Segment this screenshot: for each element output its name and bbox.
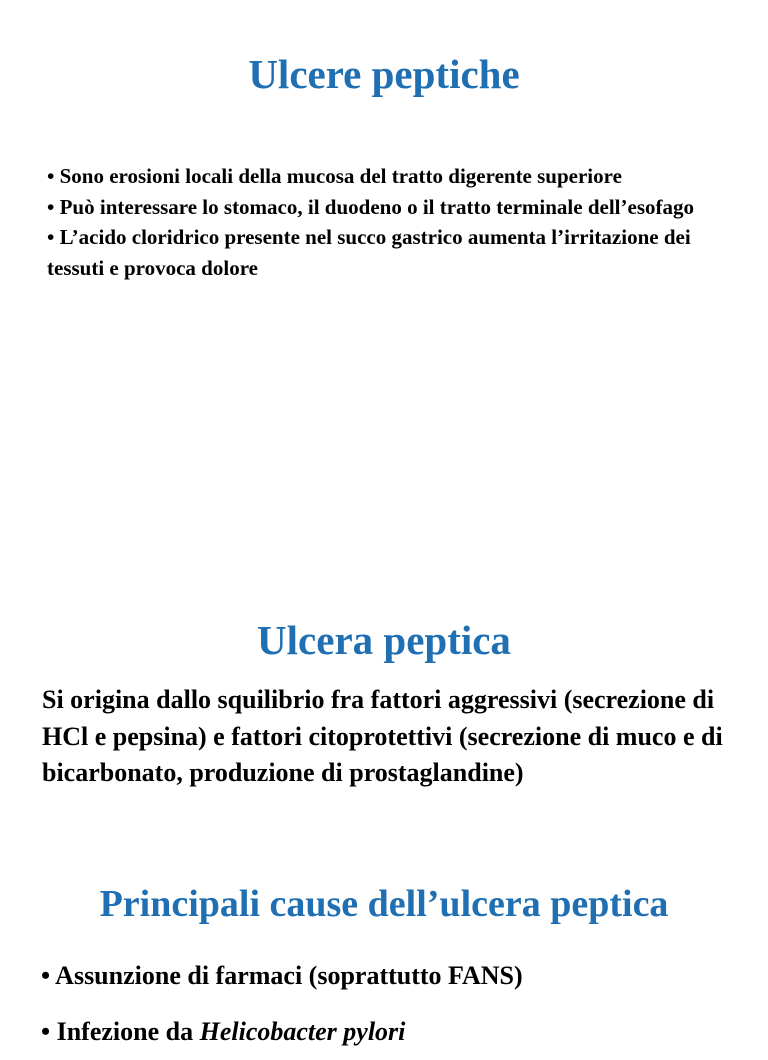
slide-title: Ulcera peptica: [257, 617, 511, 663]
bullet-prefix: • Infezione da: [41, 1017, 200, 1046]
bullet-list: [41, 948, 741, 1060]
bullet-item: • Può interessare lo stomaco, il duodeno o il tratto terminale dell’esofago: [47, 194, 694, 219]
organism-name: Helicobacter pylori: [199, 1017, 406, 1046]
body-paragraph: Si origina dallo squilibrio fra fattori aggressivi (secrezione di HCl e pepsina) e fattori citoprotettivi (secrezione di muco e di bicarbonato, produzione di prostaglandine): [42, 685, 723, 787]
bullet-item: • Assunzione di farmaci (soprattutto FANS): [41, 961, 523, 990]
bullet-list: [47, 161, 727, 283]
slide-title: Principali cause dell’ulcera peptica: [99, 883, 669, 925]
bullet-item: [41, 1004, 741, 1060]
bullet-item: • Sono erosioni locali della mucosa del tratto digerente superiore: [47, 164, 622, 188]
bullet-item: • L’acido cloridrico presente nel succo gastrico aumenta l’irritazione dei tessuti e provoca dolore: [47, 225, 691, 280]
slide-title: Ulcere peptiche: [248, 51, 520, 97]
